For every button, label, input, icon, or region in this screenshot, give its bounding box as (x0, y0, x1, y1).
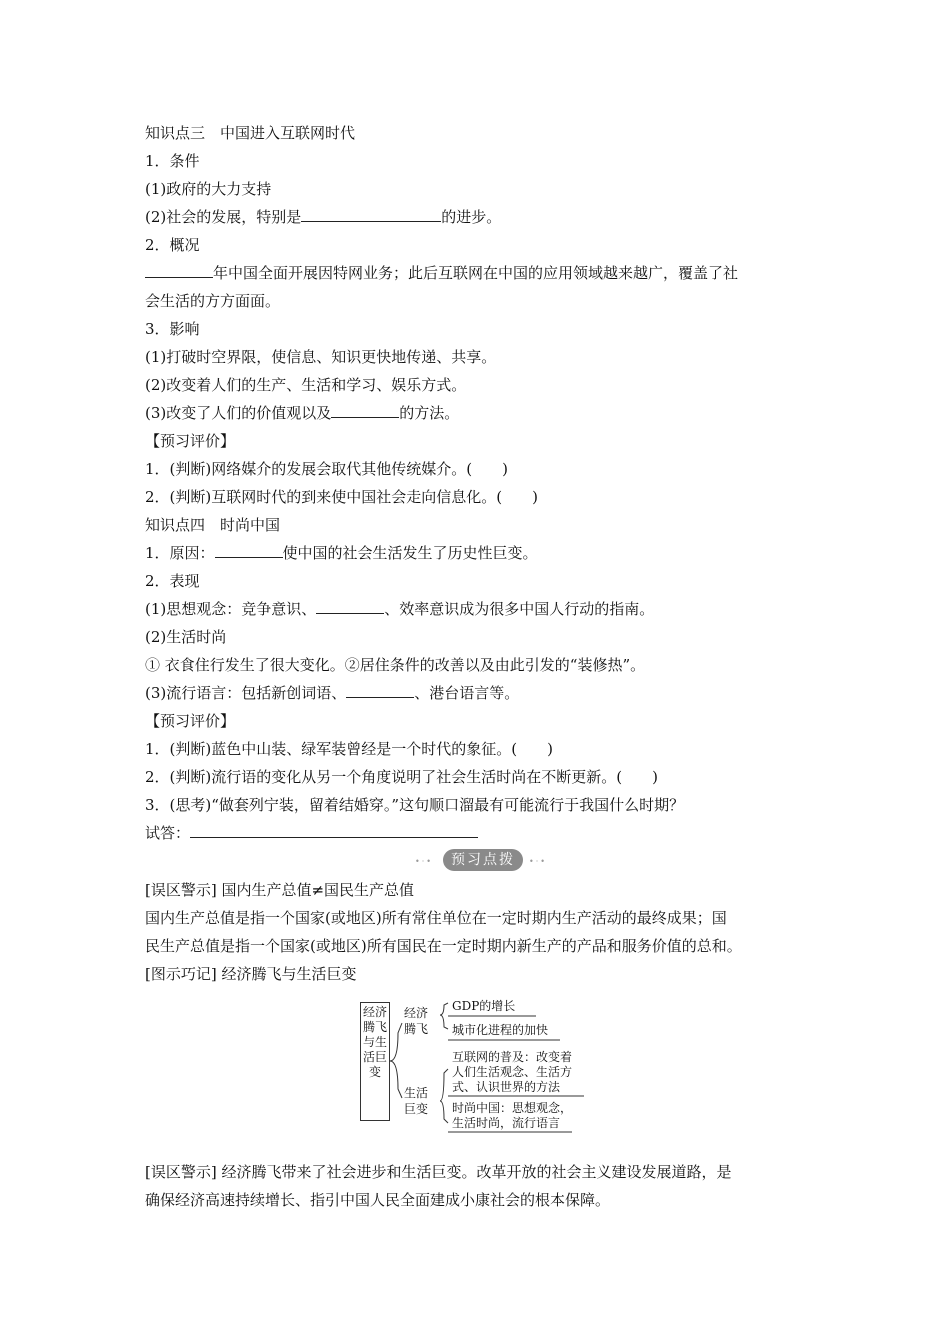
section-3-title: 知识点三 中国进入互联网时代 (145, 124, 356, 142)
text-line: (1)政府的大力支持 (145, 180, 272, 198)
mind-map-diagram (360, 993, 590, 1133)
banner-label: 预习点拨 (443, 849, 523, 871)
question: 3．(思考)“做套列宁装，留着结婚穿。”这句顺口溜最有可能流行于我国什么时期？ (145, 796, 685, 814)
preview-eval-heading: 【预习评价】 (145, 432, 236, 450)
preview-eval-heading: 【预习评价】 (145, 712, 236, 730)
decor-dots: •·• (529, 857, 547, 866)
blank[interactable] (331, 403, 399, 418)
blank[interactable] (215, 543, 283, 558)
text-line: (1)打破时空界限，使信息、知识更快地传递、共享。 (145, 348, 497, 366)
question: 2．(判断)流行语的变化从另一个角度说明了社会生活时尚在不断更新。( ) (145, 768, 658, 786)
heading-performance: 2．表现 (145, 572, 200, 590)
text-line: 会生活的方方面面。 (145, 292, 281, 310)
fill-blank-line: (1)思想观念：竞争意识、 、效率意识成为很多中国人行动的指南。 (145, 600, 655, 618)
diagram-branch-economy: 经济 腾飞 (404, 1006, 429, 1036)
tip-text: [误区警示] 经济腾飞带来了社会进步和生活巨变。改革开放的社会主义建设发展道路，是 (145, 1163, 732, 1181)
tip-text: 民生产总值是指一个国家(或地区)所有国民在一定时期内新生产的产品和服务价值的总和。 (145, 937, 742, 955)
text-line: (2)生活时尚 (145, 628, 227, 646)
fill-blank-line: (3)改变了人们的价值观以及 的方法。 (145, 404, 460, 422)
heading-impact: 3．影响 (145, 320, 200, 338)
blank[interactable] (346, 683, 414, 698)
tip-text: 国内生产总值是指一个国家(或地区)所有常住单位在一定时期内生产活动的最终成果；国 (145, 909, 727, 927)
answer-line: 试答： (145, 823, 478, 843)
heading-conditions: 1．条件 (145, 152, 200, 170)
tip-title: [误区警示] 国内生产总值≠国民生产总值 (145, 881, 415, 899)
text-line: (2)改变着人们的生产、生活和学习、娱乐方式。 (145, 376, 467, 394)
diagram-root-label: 经济腾飞与生活巨变 (363, 1005, 388, 1079)
tip-title: [图示巧记] 经济腾飞与生活巨变 (145, 965, 357, 983)
blank[interactable] (145, 263, 213, 278)
heading-overview: 2．概况 (145, 236, 200, 254)
diagram-leaf: 互联网的普及：改变着 人们生活观念、生活方 式、认识世界的方法 (452, 1050, 573, 1094)
text-line: ① 衣食住行发生了很大变化。②居住条件的改善以及由此引发的“装修热”。 (145, 656, 646, 674)
section-banner (415, 848, 555, 872)
tip-text: 确保经济高速持续增长、指引中国人民全面建成小康社会的根本保障。 (145, 1191, 611, 1209)
section-4-title: 知识点四 时尚中国 (145, 516, 281, 534)
answer-blank[interactable] (190, 823, 478, 838)
question: 2．(判断)互联网时代的到来使中国社会走向信息化。( ) (145, 488, 538, 506)
blank[interactable] (316, 599, 384, 614)
fill-blank-line: 1．原因： 使中国的社会生活发生了历史性巨变。 (145, 544, 538, 562)
fill-blank-line: (2)社会的发展，特别是 的进步。 (145, 208, 502, 226)
fill-blank-line: 年中国全面开展因特网业务；此后互联网在中国的应用领域越来越广，覆盖了社 (145, 263, 738, 283)
diagram-leaf: 时尚中国：思想观念， 生活时尚，流行语言 (452, 1101, 573, 1130)
fill-blank-line: (3)流行语言：包括新创词语、 、港台语言等。 (145, 684, 520, 702)
diagram-leaf: GDP的增长 (452, 999, 516, 1013)
blank[interactable] (301, 207, 441, 222)
question: 1．(判断)蓝色中山装、绿军装曾经是一个时代的象征。( ) (145, 740, 553, 758)
diagram-branch-life: 生活 巨变 (404, 1086, 429, 1116)
question: 1．(判断)网络媒介的发展会取代其他传统媒介。( ) (145, 460, 508, 478)
diagram-leaf: 城市化进程的加快 (452, 1023, 549, 1037)
decor-dots: •·• (415, 857, 433, 866)
